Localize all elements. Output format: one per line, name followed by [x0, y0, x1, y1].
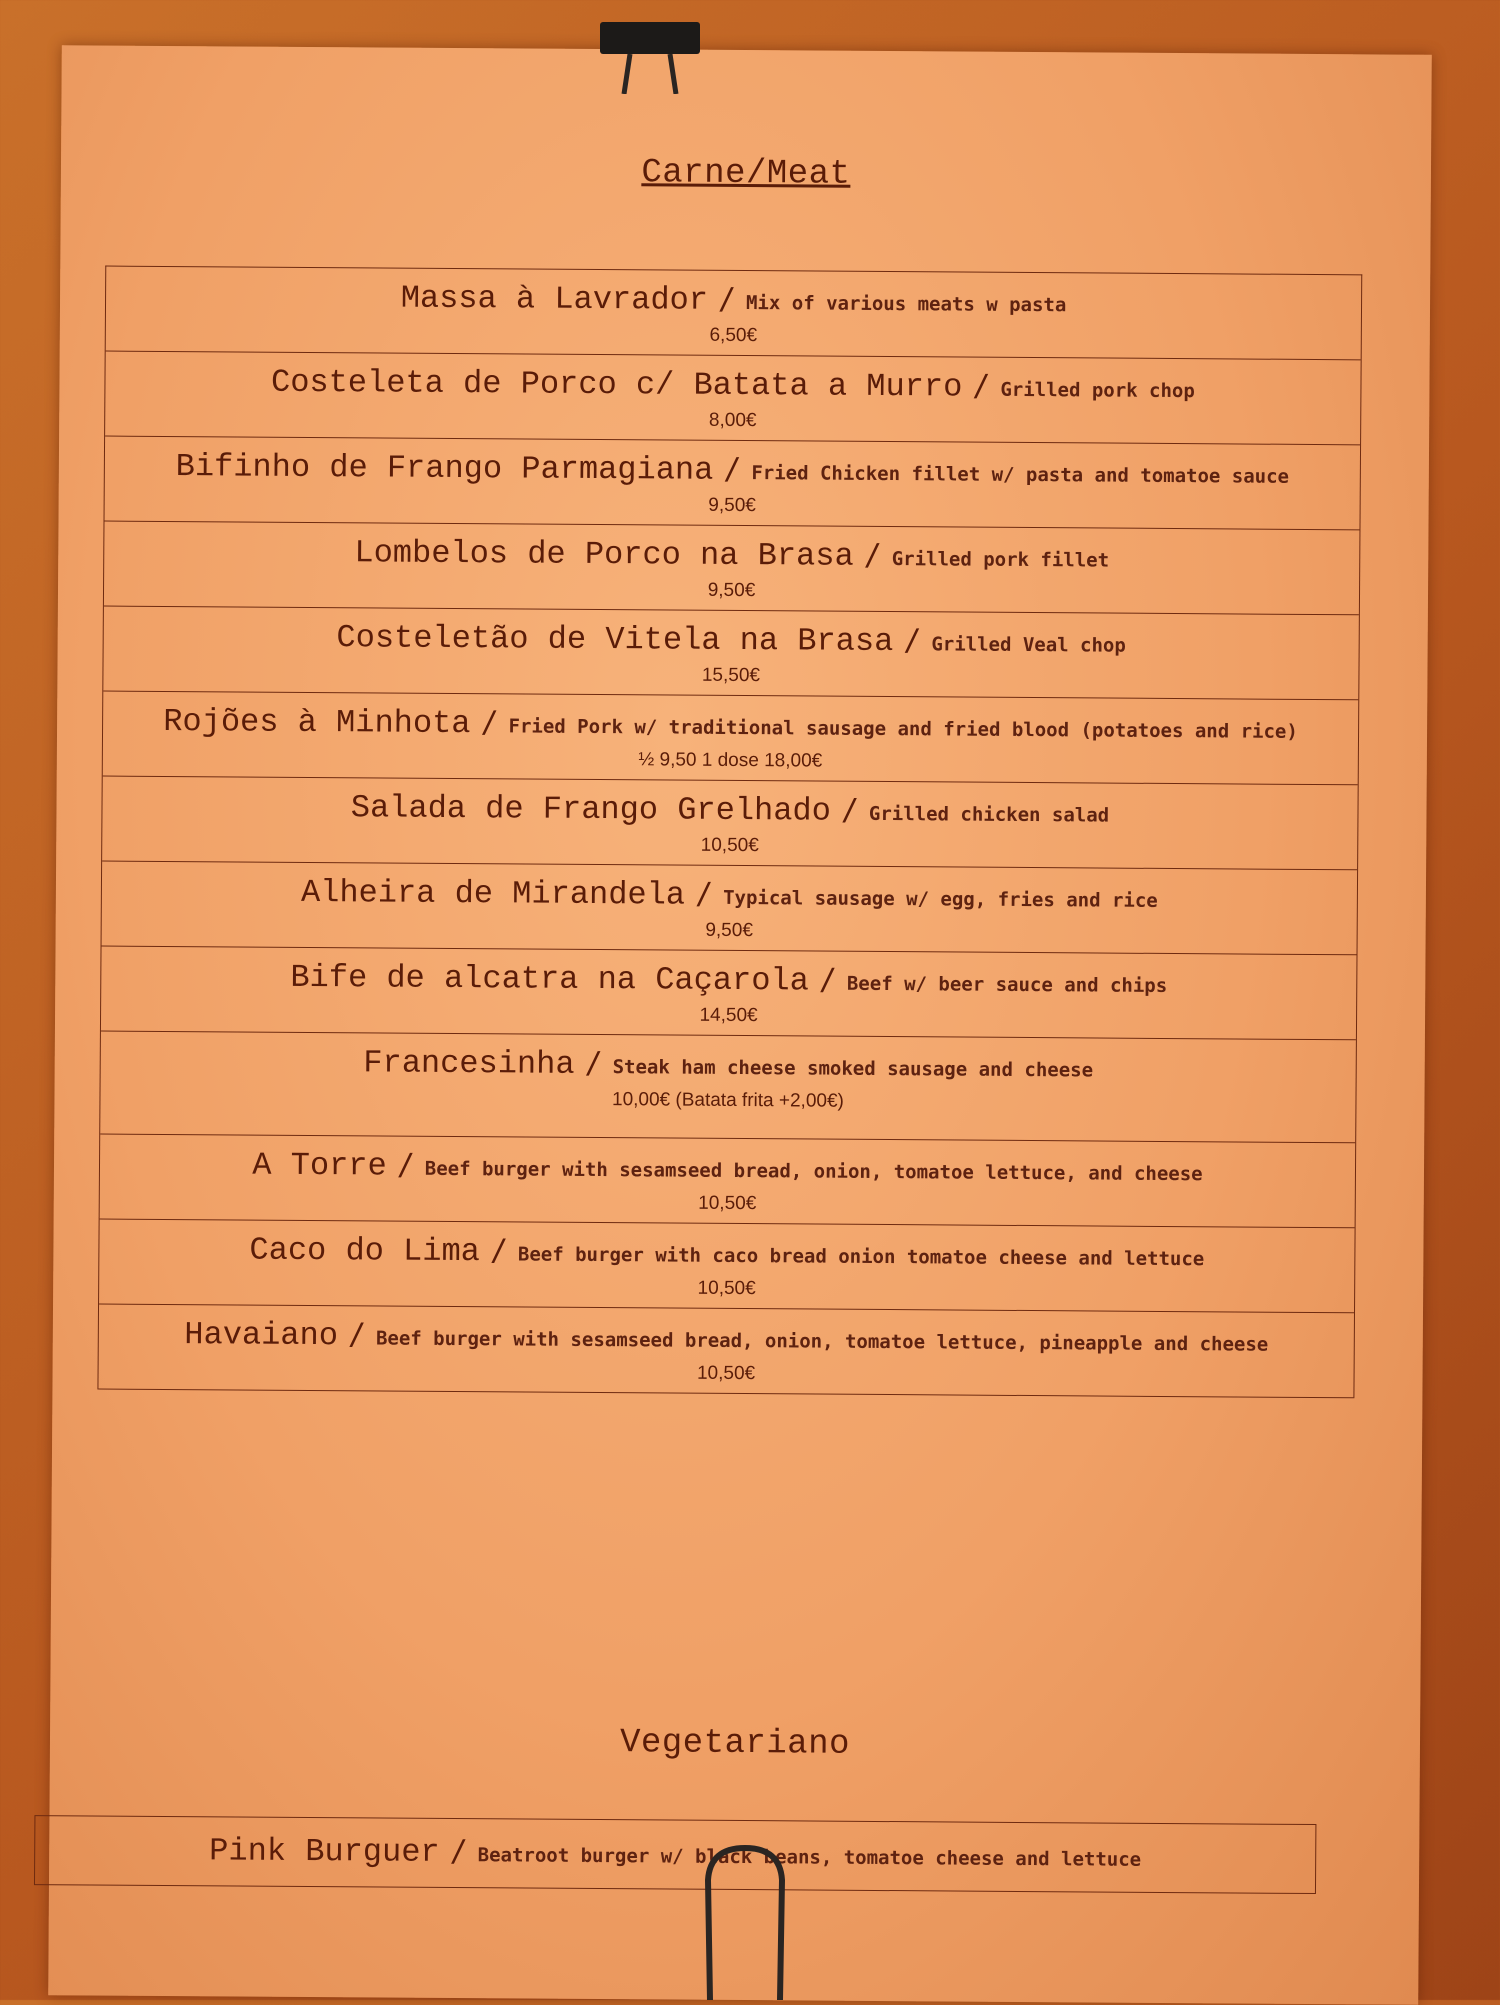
separator: / — [723, 451, 742, 487]
item-name: Costeleta de Porco c/ Batata a Murro — [270, 363, 963, 406]
menu-item — [100, 1135, 1356, 1229]
item-description: Steak ham cheese smoked sausage and cheese — [612, 1056, 1094, 1082]
separator: / — [717, 281, 737, 317]
menu-item — [102, 777, 1358, 871]
item-price: 10,50€ — [696, 1362, 756, 1385]
item-name: Bifinho de Frango Parmagiana — [175, 448, 714, 489]
item-price: 10,50€ — [698, 1192, 757, 1215]
item-description: Mix of various meats w pasta — [745, 292, 1067, 317]
item-name: Caco do Lima — [249, 1231, 481, 1271]
item-name: Salada de Frango Grelhado — [350, 789, 832, 830]
item-price: 9,50€ — [707, 579, 756, 602]
item-price: 10,50€ — [697, 1277, 756, 1300]
binder-clip-bottom-icon — [690, 1840, 800, 2000]
separator: / — [840, 792, 860, 828]
meat-section-title: Carne/Meat — [641, 154, 851, 194]
item-price: 14,50€ — [699, 1004, 758, 1027]
item-name: Francesinha — [363, 1044, 575, 1083]
menu-item — [102, 862, 1358, 956]
separator: / — [863, 537, 882, 573]
item-name: Costeletão de Vitela na Brasa — [336, 619, 894, 661]
item-name: Havaiano — [184, 1316, 339, 1355]
menu-item — [99, 1220, 1355, 1314]
item-name: Massa à Lavrador — [400, 279, 709, 319]
item-price: 9,50€ — [708, 494, 756, 517]
menu-paper — [48, 45, 1432, 2005]
item-description: Beef w/ beer sauce and chips — [846, 972, 1168, 997]
menu-item — [101, 947, 1357, 1041]
item-description: Fried Pork w/ traditional sausage and fried blood (potatoes and rice) — [508, 715, 1298, 743]
separator: / — [694, 876, 714, 912]
item-description: Grilled chicken salad — [868, 802, 1110, 827]
menu-item — [35, 1816, 1315, 1893]
item-price: 10,50€ — [700, 834, 759, 857]
item-description: Beef burger with sesamseed bread, onion, tomatoe lettuce, pineapple and cheese — [375, 1327, 1269, 1356]
item-price: ½ 9,50 1 dose 18,00€ — [638, 749, 823, 772]
separator: / — [972, 368, 991, 404]
menu-item — [103, 607, 1359, 701]
item-description: Typical sausage w/ egg, fries and rice — [723, 886, 1158, 912]
item-description: Beef burger with sesamseed bread, onion, tomatoe lettuce, and cheese — [424, 1157, 1203, 1186]
separator: / — [449, 1833, 468, 1870]
item-description: Grilled pork fillet — [891, 548, 1110, 572]
menu-item — [104, 522, 1360, 616]
item-description: Fried Chicken fillet w/ pasta and tomatoe sauce — [751, 462, 1290, 488]
menu-item — [98, 1305, 1354, 1399]
separator: / — [480, 705, 499, 741]
item-description: Beef burger with caco bread onion tomatoe cheese and lettuce — [517, 1243, 1205, 1271]
item-price: 15,50€ — [701, 664, 761, 687]
veg-menu-table — [34, 1815, 1316, 1894]
separator: / — [584, 1045, 603, 1082]
item-name: Lombelos de Porco na Brasa — [354, 534, 854, 575]
item-price: 9,50€ — [705, 919, 753, 942]
item-name: Bife de alcatra na Caçarola — [290, 958, 810, 1000]
veg-section-title: Vegetariano — [619, 1724, 851, 1764]
item-price: 10,00€ (Batata frita +2,00€) — [611, 1089, 844, 1112]
separator: / — [818, 962, 838, 998]
item-description: Grilled pork chop — [1000, 378, 1195, 403]
menu-item — [105, 352, 1361, 446]
separator: / — [396, 1147, 415, 1183]
menu-item — [103, 692, 1359, 786]
menu-item — [100, 1032, 1356, 1144]
item-name: Alheira de Mirandela — [300, 873, 686, 914]
separator: / — [489, 1233, 509, 1269]
item-price: 6,50€ — [709, 324, 758, 347]
binder-clip-top-icon — [590, 22, 710, 94]
item-name: Pink Burguer — [209, 1832, 440, 1871]
item-description: Grilled Veal chop — [931, 633, 1126, 657]
menu-item — [104, 437, 1360, 531]
menu-item — [106, 267, 1362, 361]
separator: / — [903, 623, 922, 659]
meat-menu-table — [97, 266, 1362, 1399]
item-description: Beatroot burger w/ black beans, tomatoe cheese and lettuce — [477, 1844, 1142, 1871]
item-name: A Torre — [252, 1146, 387, 1185]
item-name: Rojões à Minhota — [163, 702, 471, 743]
separator: / — [347, 1317, 367, 1353]
item-price: 8,00€ — [708, 409, 757, 432]
